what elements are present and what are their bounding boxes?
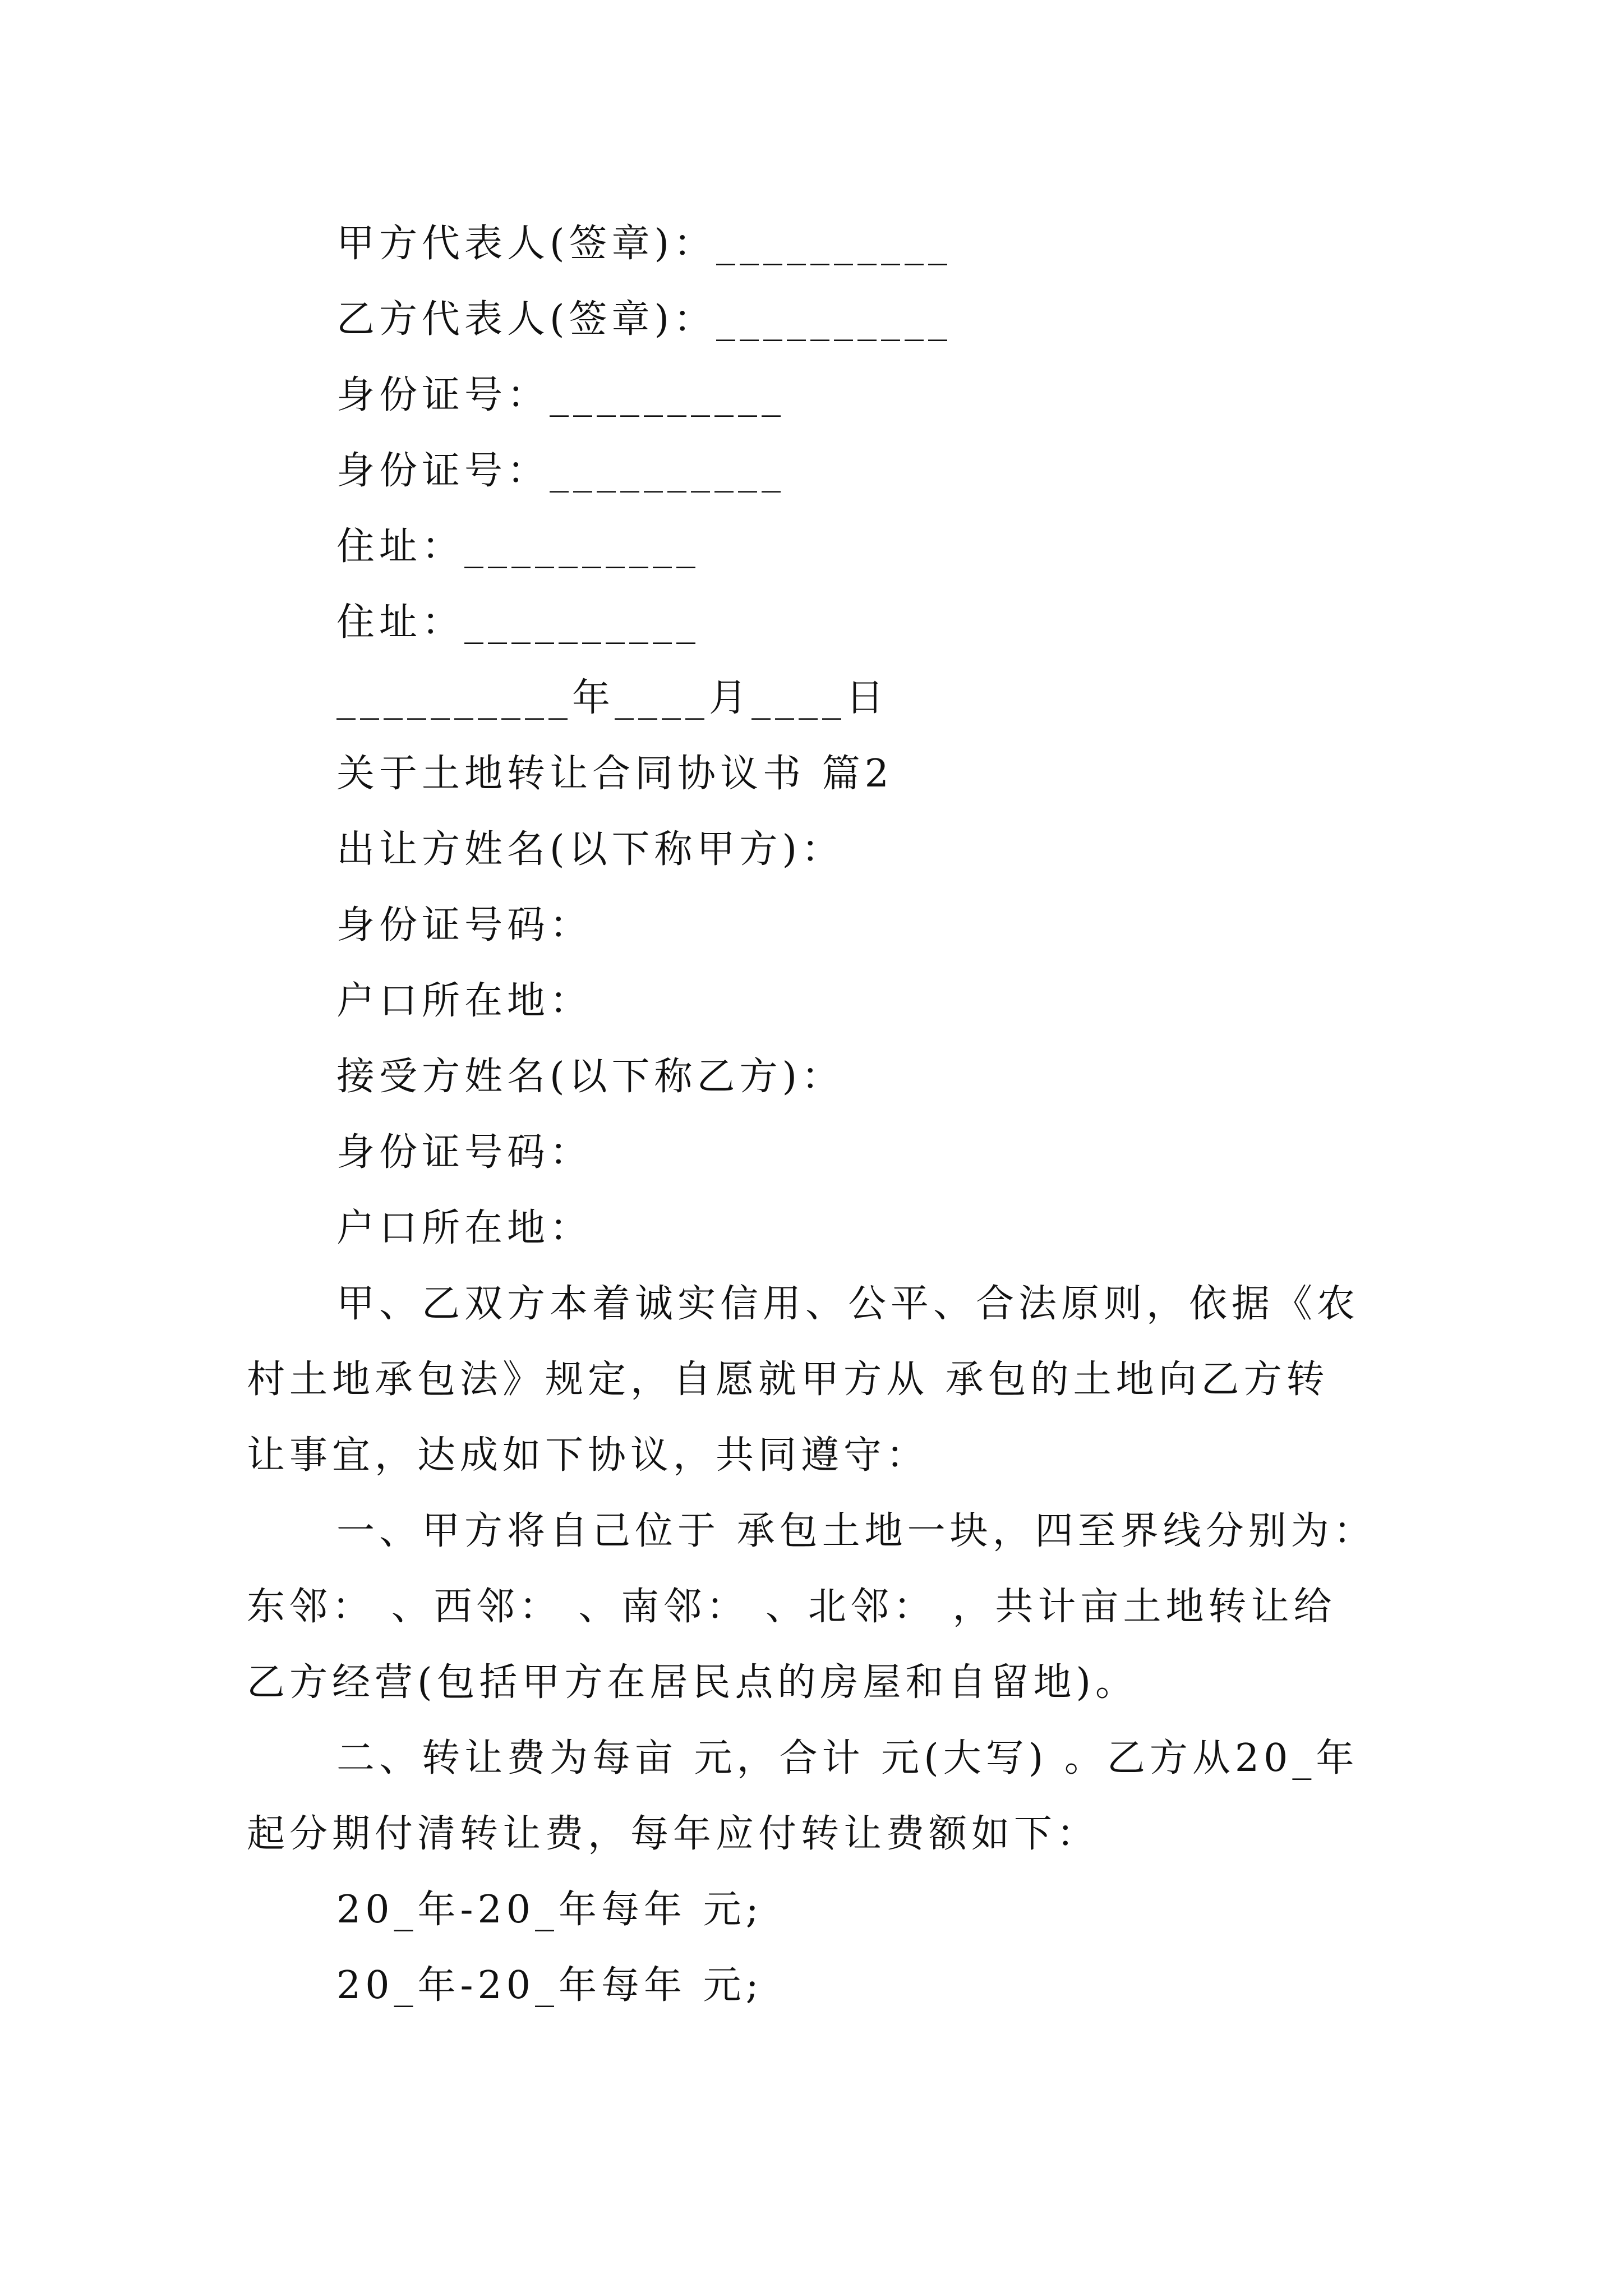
id-number-line: 身份证号：__________ [336,449,786,493]
clause-line: 起分期付清转让费，每年应付转让费额如下： [247,1812,1100,1856]
id-number-line: 身份证号码： [336,1130,593,1175]
address-line: 住址：__________ [336,524,700,569]
household-registration-line: 户口所在地： [336,1206,593,1250]
transferor-name-line: 出让方姓名(以下称甲方)： [336,827,845,872]
paragraph-line: 让事宜，达成如下协议，共同遵守： [247,1433,929,1478]
paragraph-line: 村土地承包法》规定，自愿就甲方从 承包的土地向乙方转 [247,1358,1329,1402]
party-a-representative-signature: 甲方代表人(签章)：__________ [336,222,952,266]
paragraph-line: 甲、乙双方本着诚实信用、公平、合法原则，依据《农 [336,1282,1360,1326]
clause-line: 乙方经营(包括甲方在居民点的房屋和自留地)。 [247,1660,1138,1705]
household-registration-line: 户口所在地： [336,979,593,1023]
id-number-line: 身份证号码： [336,903,593,947]
address-line: 住址：__________ [336,600,700,645]
clause-line: 东邻： 、西邻： 、南邻： 、北邻： ，共计亩土地转让给 [247,1585,1336,1629]
date-line: __________年____月____日 [336,676,889,720]
clause-line: 二、转让费为每亩 元，合计 元(大写) 。乙方从20_年 [336,1736,1359,1780]
transferee-name-line: 接受方姓名(以下称乙方)： [336,1055,845,1099]
payment-schedule-line: 20_年-20_年每年 元; [336,1963,763,2008]
payment-schedule-line: 20_年-20_年每年 元; [336,1888,763,1932]
section-title: 关于土地转让合同协议书 篇2 [336,752,893,796]
clause-line: 一、甲方将自己位于 承包土地一块，四至界线分别为： [336,1509,1376,1553]
party-b-representative-signature: 乙方代表人(签章)：__________ [336,297,952,342]
id-number-line: 身份证号：__________ [336,373,786,417]
